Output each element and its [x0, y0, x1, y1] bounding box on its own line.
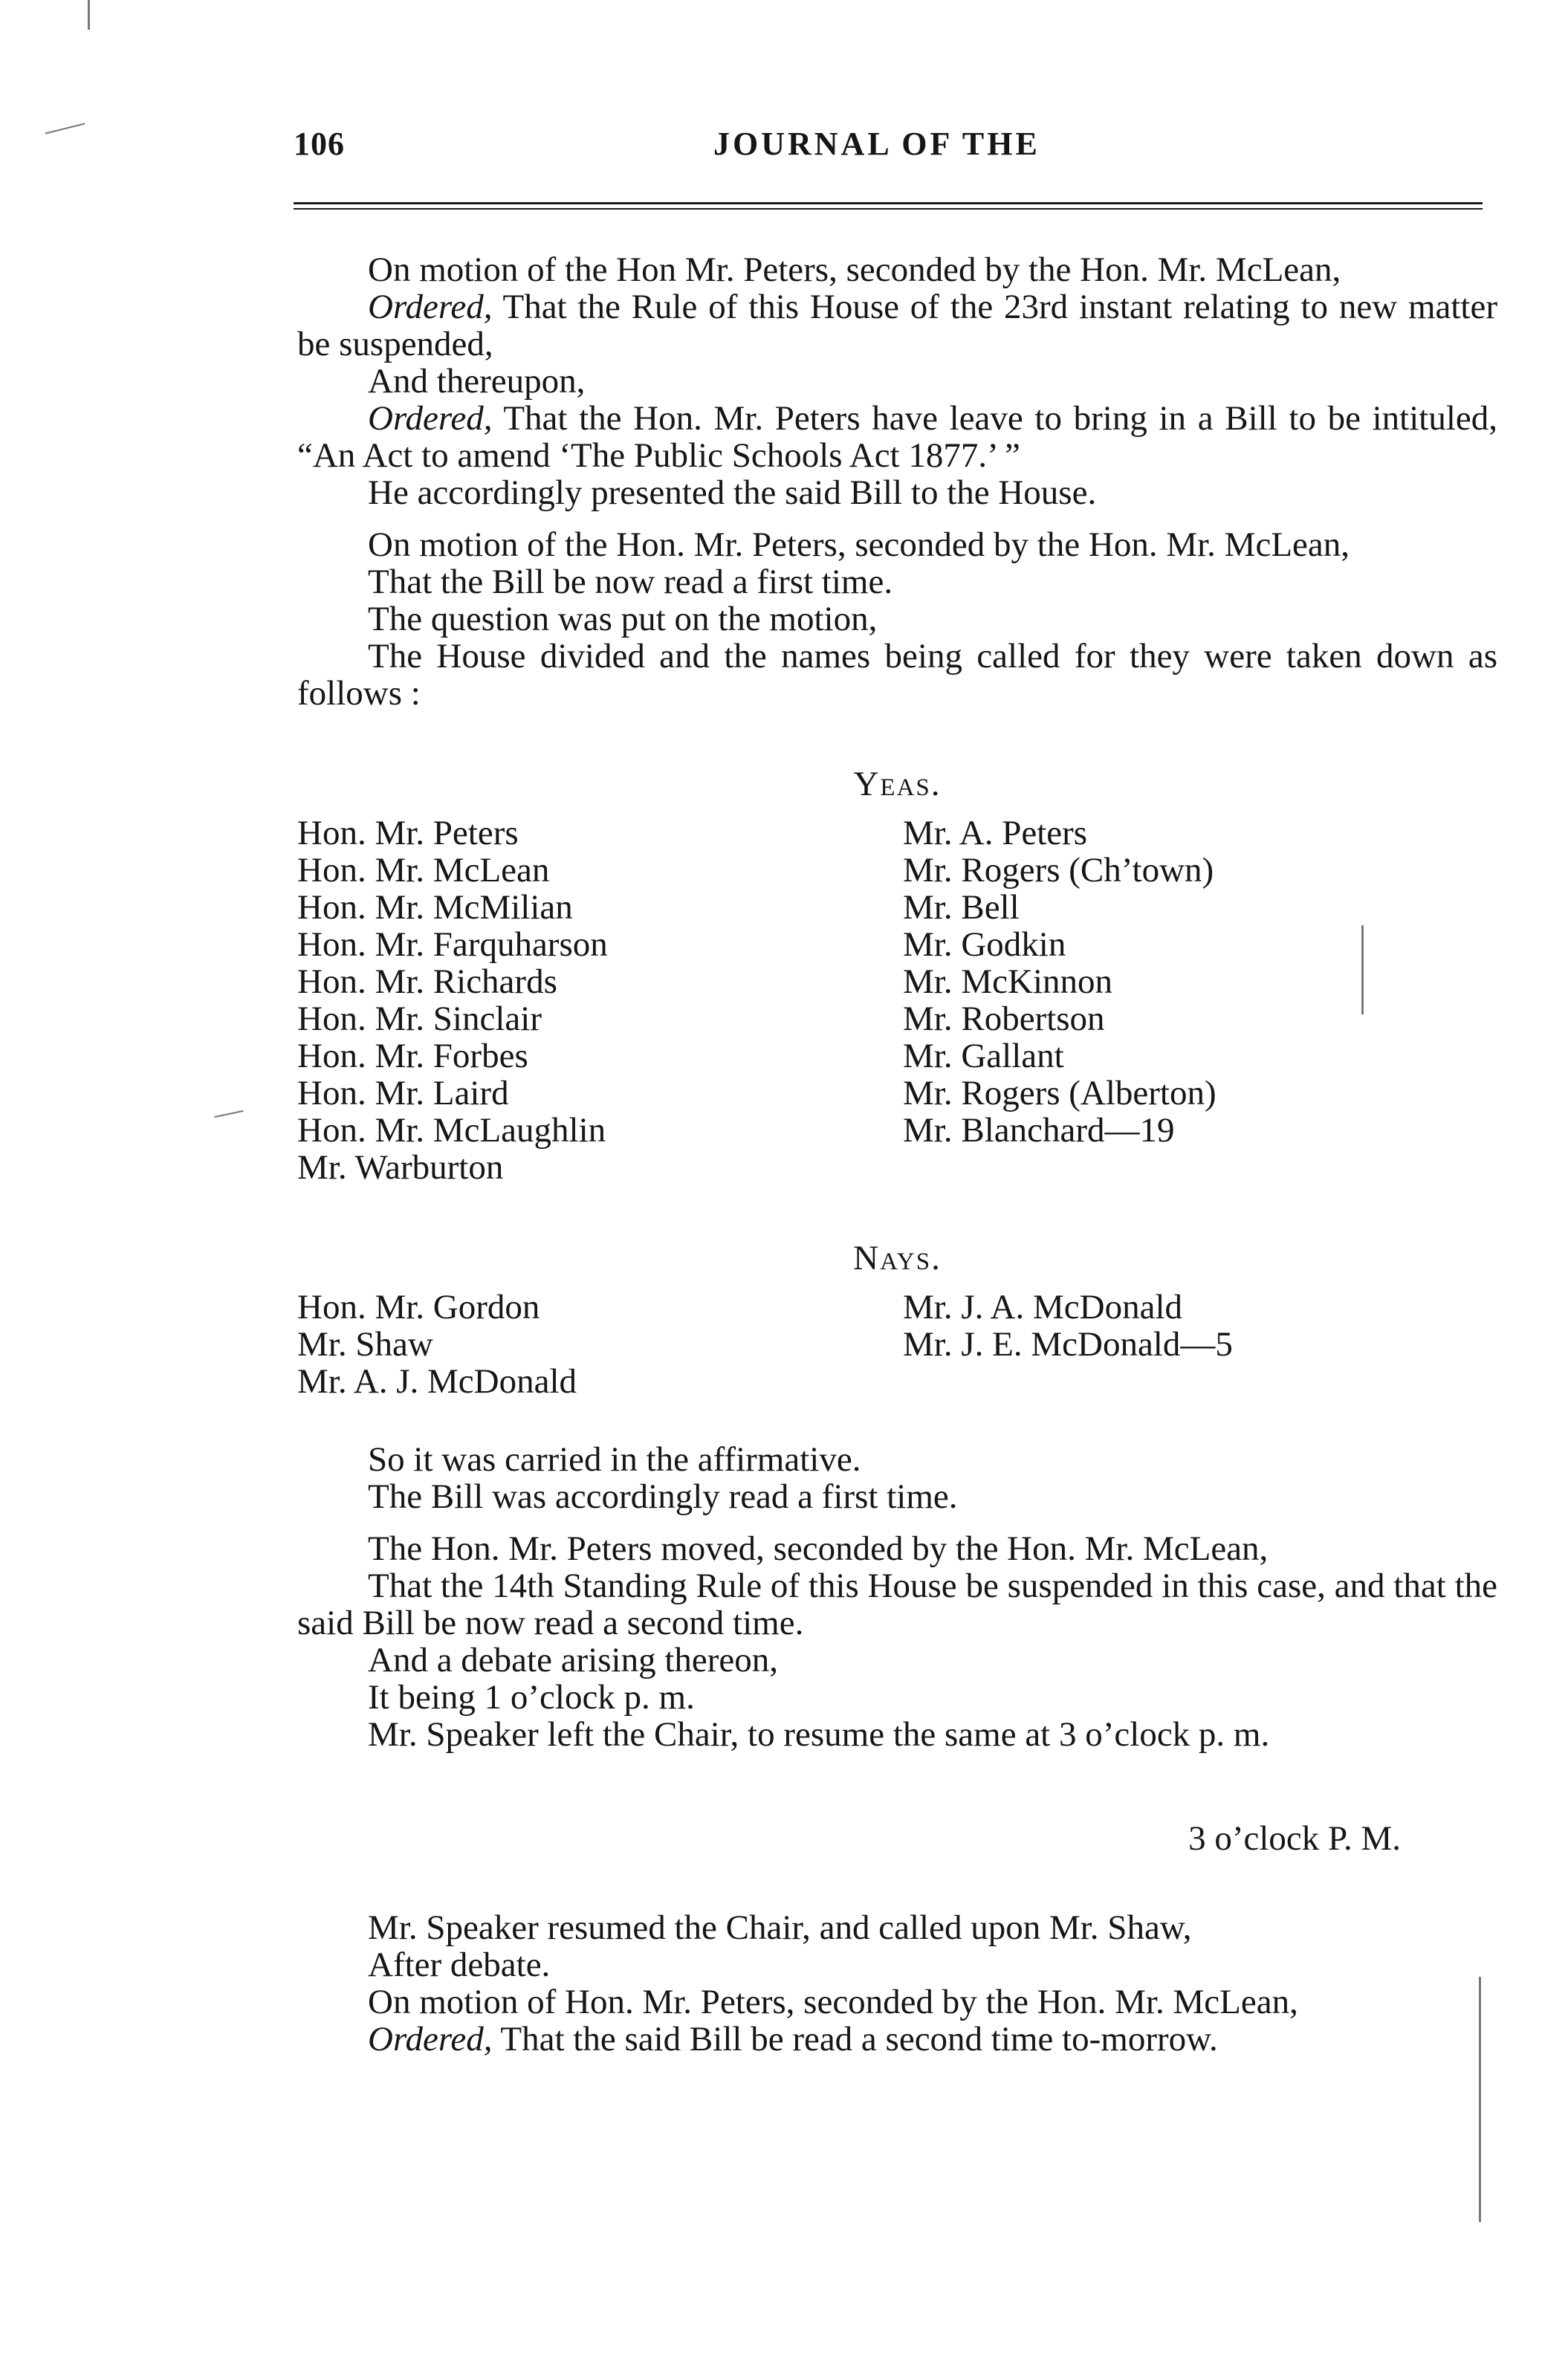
yeas-left-column: [297, 814, 892, 1186]
member-name: Mr. Rogers (Alberton): [903, 1074, 1217, 1112]
time-line: It being 1 o’clock p. m.: [368, 1678, 695, 1717]
member-name: Hon. Mr. Sinclair: [297, 1000, 542, 1038]
header-rule: [294, 202, 1483, 210]
scan-artifact: [45, 123, 85, 134]
question-line: The question was put on the motion,: [368, 600, 878, 638]
division-paragraph: The House divided and the names being called for they were taken down as follows :: [297, 637, 1497, 713]
ordered-label: Ordered,: [368, 288, 493, 326]
member-name: Mr. Bell: [903, 888, 1020, 927]
ordered-text: That the Rule of this House of the 23rd instant relating to new matter be suspended,: [297, 288, 1497, 363]
member-name: Hon. Mr. Forbes: [297, 1037, 528, 1075]
yeas-right-column: [903, 814, 1497, 1186]
thereupon-line: And thereupon,: [368, 362, 586, 401]
first-time-line: The Bill was accordingly read a first time.: [368, 1477, 958, 1516]
member-name: Hon. Mr. Laird: [297, 1074, 509, 1112]
member-name: Mr. Rogers (Ch’town): [903, 851, 1214, 890]
member-name: Mr. Robertson: [903, 1000, 1105, 1038]
page-header: [294, 125, 1483, 169]
member-name: Hon. Mr. Richards: [297, 962, 557, 1001]
scan-artifact: [88, 0, 90, 30]
running-head: JOURNAL OF THE: [713, 126, 1040, 162]
member-name: Mr. Shaw: [297, 1325, 433, 1364]
member-name: Mr. Gallant: [903, 1037, 1064, 1075]
journal-body: [297, 251, 1497, 2058]
nays-list: [297, 1289, 1497, 1400]
member-name: Hon. Mr. McLaughlin: [297, 1111, 606, 1150]
yeas-heading: Yeas.: [853, 765, 942, 803]
speaker-left-line: Mr. Speaker left the Chair, to resume the same at 3 o’clock p. m.: [368, 1715, 1270, 1754]
motion-paragraph: On motion of the Hon Mr. Peters, seconded by the Hon. Mr. McLean,: [368, 250, 1341, 289]
scan-artifact: [1479, 1977, 1481, 2222]
ordered-label: Ordered,: [368, 2020, 493, 2058]
debate-line: And a debate arising thereon,: [368, 1641, 779, 1679]
member-name: Mr. Godkin: [903, 925, 1066, 964]
motion-paragraph: On motion of the Hon. Mr. Peters, seconded by the Hon. Mr. McLean,: [368, 525, 1350, 564]
member-name: Mr. J. E. McDonald—5: [903, 1325, 1233, 1364]
member-name: Mr. McKinnon: [903, 962, 1112, 1001]
member-name: Mr. Warburton: [297, 1148, 504, 1187]
motion-line: The Hon. Mr. Peters moved, seconded by the Hon. Mr. McLean,: [368, 1529, 1269, 1568]
after-debate-line: After debate.: [368, 1946, 551, 1984]
scan-artifact: [1361, 925, 1364, 1014]
presented-line: He accordingly presented the said Bill to the House.: [368, 473, 1097, 512]
member-name: Hon. Mr. Peters: [297, 814, 519, 852]
member-name: Hon. Mr. Farquharson: [297, 925, 608, 964]
member-name: Hon. Mr. McMilian: [297, 888, 573, 927]
scan-artifact: [214, 1110, 244, 1118]
nays-heading: Nays.: [853, 1239, 942, 1277]
nays-right-column: [903, 1289, 1497, 1400]
member-name: Mr. J. A. McDonald: [903, 1288, 1182, 1326]
affirmative-line: So it was carried in the affirmative.: [368, 1440, 861, 1479]
member-name: Mr. A. Peters: [903, 814, 1088, 852]
ordered-paragraph: [297, 400, 1497, 474]
member-name: Hon. Mr. McLean: [297, 851, 550, 890]
ordered-text: That the said Bill be read a second time to-morrow.: [500, 2020, 1218, 2058]
ordered-label: Ordered,: [368, 399, 493, 438]
afternoon-time-heading: 3 o’clock P. M.: [1188, 1819, 1401, 1858]
member-name: Mr. A. J. McDonald: [297, 1362, 577, 1401]
page-number: 106: [294, 126, 345, 162]
ordered-paragraph: [297, 288, 1497, 363]
first-reading-line: That the Bill be now read a first time.: [368, 563, 893, 601]
member-name: Hon. Mr. Gordon: [297, 1288, 540, 1326]
member-name: Mr. Blanchard—19: [903, 1111, 1175, 1150]
nays-left-column: [297, 1289, 892, 1400]
speaker-resumed-line: Mr. Speaker resumed the Chair, and called upon Mr. Shaw,: [368, 1908, 1192, 1947]
yeas-list: [297, 814, 1497, 1186]
ordered-text: That the Hon. Mr. Peters have leave to bring in a Bill to be intituled, “An Act to amend ‘The Public Schools Act 1877.’ ”: [297, 399, 1498, 475]
motion-paragraph: On motion of Hon. Mr. Peters, seconded by the Hon. Mr. McLean,: [368, 1983, 1298, 2021]
ordered-paragraph: [297, 2021, 1497, 2058]
standing-rule-paragraph: That the 14th Standing Rule of this House be suspended in this case, and that the said Bill be now read a second time.: [297, 1567, 1497, 1642]
